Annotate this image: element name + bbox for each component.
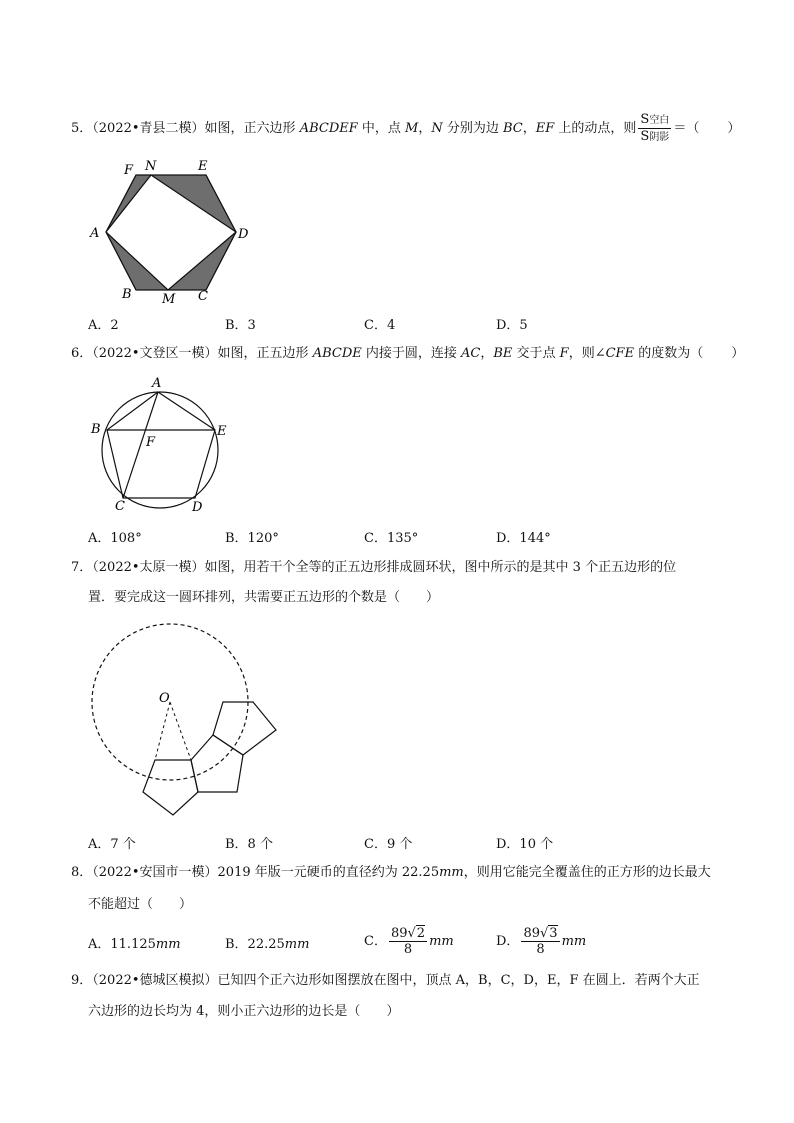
label-d: D bbox=[238, 227, 249, 242]
pentagon-ring-figure bbox=[85, 620, 285, 820]
option-c: C．4 bbox=[364, 318, 396, 333]
dashed-radius-right bbox=[170, 702, 191, 760]
label-o: O bbox=[159, 691, 170, 706]
hexagon-figure bbox=[88, 152, 258, 312]
label-m: M bbox=[162, 292, 176, 307]
pentagon-abcde bbox=[107, 392, 215, 498]
option-b: B．8 个 bbox=[225, 837, 273, 852]
dashed-radius-left bbox=[155, 702, 170, 760]
pentagon-top bbox=[213, 702, 276, 755]
question-6-options bbox=[88, 527, 738, 547]
label-c: C bbox=[198, 289, 208, 304]
option-c: C． $\frac{89√2}{8}$ mm bbox=[364, 926, 454, 957]
option-d: D． $\frac{89√3}{8}$ mm bbox=[496, 926, 587, 957]
label-b: B bbox=[91, 422, 101, 437]
label-e: E bbox=[217, 424, 227, 439]
inner-quadrilateral bbox=[106, 175, 236, 290]
question-8-stem-line2: 不能超过（ ） bbox=[88, 897, 193, 912]
pentagon-in-circle-figure bbox=[85, 372, 245, 517]
option-d: D．5 bbox=[496, 318, 528, 333]
label-c: C bbox=[115, 499, 125, 514]
label-f: F bbox=[146, 435, 156, 450]
question-9-stem-line1: 9．（2022•德城区模拟）已知四个正六边形如图摆放在图中，顶点 A，B，C，D，E，F 在圆上．若两个大正 bbox=[71, 973, 700, 988]
option-a: A．7 个 bbox=[88, 837, 136, 852]
question-5-stem: 5．（2022•青县二模）如图，正六边形 ABCDEF 中，点 M，N 分别为边 BC，EF 上的动点，则 $\frac{\text{S空白}}{\text{S阴影}}$ ＝（ ） bbox=[71, 112, 741, 144]
label-a: A bbox=[90, 226, 100, 241]
label-f: F bbox=[124, 163, 134, 178]
question-8-options bbox=[88, 926, 738, 960]
label-e: E bbox=[198, 159, 208, 174]
label-b: B bbox=[122, 287, 132, 302]
label-d: D bbox=[192, 500, 203, 515]
question-5-options bbox=[88, 314, 738, 334]
option-c: C．9 个 bbox=[364, 837, 413, 852]
option-a: A．2 bbox=[88, 318, 119, 333]
label-a: A bbox=[152, 376, 162, 391]
option-c: C．135° bbox=[364, 531, 419, 546]
option-b: B．120° bbox=[225, 531, 279, 546]
question-7-stem-line2: 置．要完成这一圆环排列，共需要正五边形的个数是（ ） bbox=[88, 590, 440, 605]
option-b: B．22.25mm bbox=[225, 937, 310, 952]
pentagon-bottom bbox=[143, 760, 198, 815]
option-b: B．3 bbox=[225, 318, 256, 333]
option-d: D．144° bbox=[496, 531, 551, 546]
question-6-stem: 6．（2022•文登区一模）如图，正五边形 ABCDE 内接于圆，连接 AC，BE 交于点 F，则∠CFE 的度数为（ ） bbox=[71, 346, 745, 361]
question-9-stem-line2: 六边形的边长均为 4，则小正六边形的边长是（ ） bbox=[88, 1004, 400, 1019]
option-a: A．108° bbox=[88, 531, 142, 546]
question-7-options bbox=[88, 833, 738, 853]
option-a: A．11.125mm bbox=[88, 937, 181, 952]
option-d: D．10 个 bbox=[496, 837, 554, 852]
area-ratio-fraction: $\frac{\text{S空白}}{\text{S阴影}}$ bbox=[640, 112, 670, 144]
label-n: N bbox=[145, 159, 157, 174]
circumcircle bbox=[102, 392, 218, 508]
question-8-stem-line1: 8．（2022•安国市一模）2019 年版一元硬币的直径约为 22.25mm，则用它能完全覆盖住的正方形的边长最大 bbox=[71, 865, 711, 880]
question-7-stem-line1: 7．（2022•太原一模）如图，用若干个全等的正五边形排成圆环状，图中所示的是其中 3 个正五边形的位 bbox=[71, 560, 677, 575]
